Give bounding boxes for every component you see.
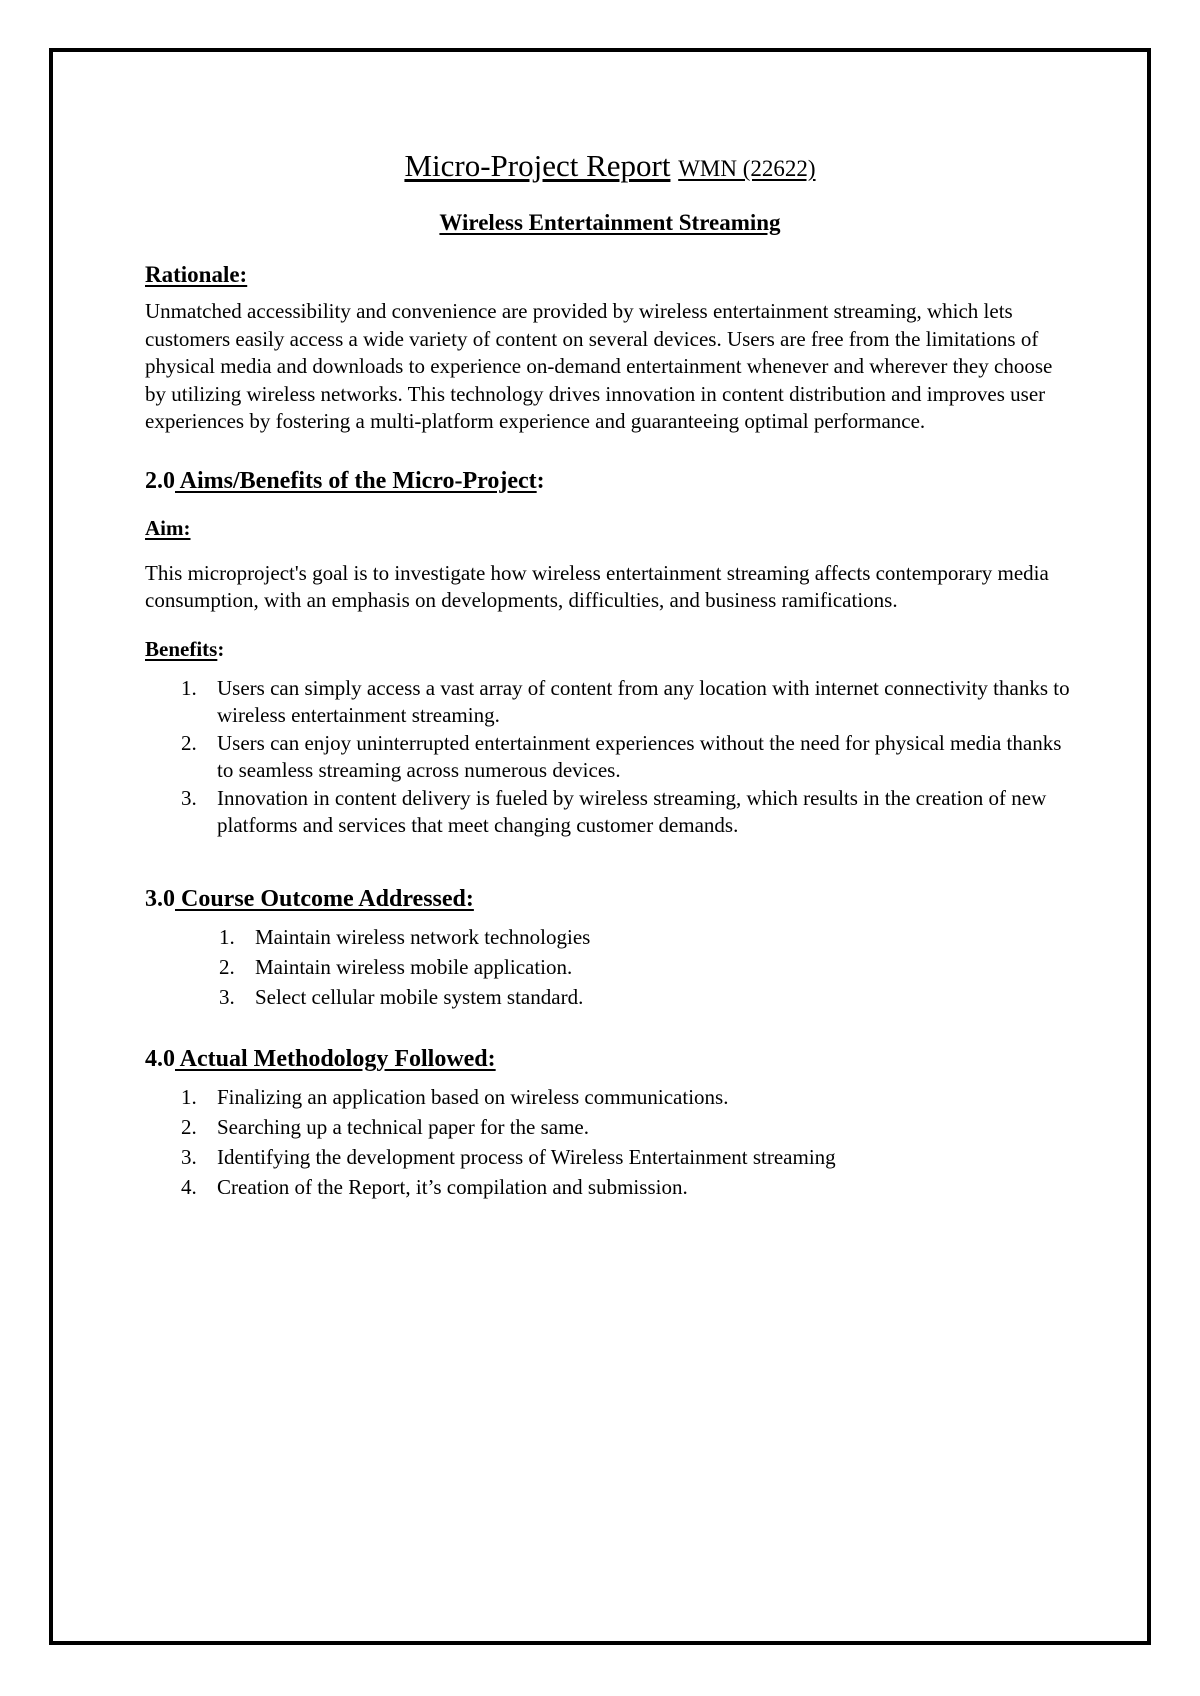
rationale-text: Unmatched accessibility and convenience are provided by wireless entertainment streaming, which lets customers easily access a wide variety of content on several devices. Users are free from the limitations of physical media and downloads to experience on-demand entertainment whenever and wherever they choose by utilizing wireless networks. This technology drives innovation in content distribution and improves user experiences by fostering a multi-platform experience and guaranteeing optimal performance. [145, 299, 1053, 433]
rationale-label: Rationale: [145, 262, 248, 287]
list-item: 1. Maintain wireless network technologies [219, 924, 591, 949]
list-item: 3. Select cellular mobile system standard. [219, 984, 584, 1009]
section-4-number: 4.0 [145, 1045, 175, 1072]
list-item: 1. Finalizing an application based on wireless communications. [181, 1084, 729, 1109]
document-body [145, 146, 1075, 1202]
list-item: 2. Maintain wireless mobile application. [219, 954, 573, 979]
document-title [145, 146, 1075, 189]
benefits-label: Benefits: [145, 636, 225, 661]
section-4-title: Actual Methodology Followed: [175, 1045, 496, 1072]
section-2-number: 2.0 [145, 467, 175, 494]
section-2-heading [145, 466, 1075, 496]
list-item: 2. Users can enjoy uninterrupted entertainment experiences without the need for physical media thanks to seamless streaming across numerous devices. [181, 730, 1062, 782]
methodology-list [145, 1082, 1075, 1202]
benefits-list [145, 675, 1075, 840]
list-item: 3. Identifying the development process of Wireless Entertainment streaming [181, 1144, 836, 1169]
aim-label: Aim: [145, 515, 191, 540]
section-4-heading [145, 1044, 1075, 1074]
section-2-title: Aims/Benefits of the Micro-Project [175, 467, 537, 494]
aim-text: This microproject's goal is to investigate how wireless entertainment streaming affects contemporary media consumption, with an emphasis on developments, difficulties, and business ramifications. [145, 560, 1049, 612]
section-2-colon: : [536, 467, 545, 494]
list-item: 1. Users can simply access a vast array of content from any location with internet connectivity thanks to wireless entertainment streaming. [181, 675, 1070, 727]
list-item: 4. Creation of the Report, it’s compilation and submission. [181, 1174, 688, 1199]
course-code: WMN (22622) [678, 156, 816, 181]
section-3-number: 3.0 [145, 885, 175, 912]
title-main: Micro-Project Report [404, 148, 671, 183]
course-outcome-list [145, 922, 1075, 1012]
section-3-heading [145, 884, 1075, 914]
list-item: 3. Innovation in content delivery is fueled by wireless streaming, which results in the creation of new platforms and services that meet changing customer demands. [181, 785, 1047, 837]
project-subtitle: Wireless Entertainment Streaming [439, 210, 781, 235]
list-item: 2. Searching up a technical paper for the same. [181, 1114, 590, 1139]
section-3-title: Course Outcome Addressed: [175, 885, 474, 912]
